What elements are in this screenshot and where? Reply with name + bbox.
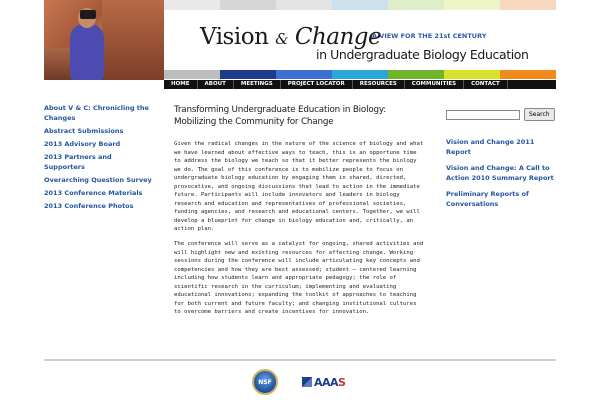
report-link[interactable]: Vision and Change 2011 Report <box>446 138 535 156</box>
nsf-logo[interactable]: NSF <box>252 369 278 395</box>
title-subtitle: in Undergraduate Biology Education <box>316 47 529 62</box>
nav-item-meetings[interactable]: MEETINGS <box>234 80 281 89</box>
top-strip-segment-6 <box>444 0 500 10</box>
bottom-strip-segment-5 <box>388 70 444 79</box>
nav-item-communities[interactable]: COMMUNITIES <box>405 80 464 89</box>
tagline: A VIEW FOR THE 21st CENTURY <box>372 32 487 40</box>
report-links <box>446 137 556 209</box>
nav-item-home[interactable]: HOME <box>164 80 198 89</box>
bottom-strip-segment-2 <box>220 70 276 79</box>
bottom-strip-segment-1 <box>164 70 220 79</box>
nav-item-contact[interactable]: CONTACT <box>464 80 508 89</box>
right-sidebar <box>446 108 556 215</box>
site-title[interactable] <box>164 10 556 68</box>
top-color-strip <box>164 0 556 10</box>
search-form <box>446 108 556 121</box>
main-content <box>174 104 426 323</box>
top-strip-segment-5 <box>388 0 444 10</box>
top-strip-segment-1 <box>164 0 220 10</box>
bottom-strip-segment-6 <box>444 70 500 79</box>
aaas-logo[interactable]: AAAS <box>302 376 345 389</box>
top-strip-segment-7 <box>500 0 556 10</box>
search-button[interactable]: Search <box>524 108 555 121</box>
left-sidebar <box>44 103 154 214</box>
header-photo <box>44 0 164 80</box>
nav-item-resources[interactable]: RESOURCES <box>353 80 405 89</box>
site-header <box>44 0 556 80</box>
page-wrapper <box>44 0 556 400</box>
top-strip-segment-2 <box>220 0 276 10</box>
top-strip-segment-3 <box>276 0 332 10</box>
report-link[interactable]: Preliminary Reports of Conversations <box>446 190 529 208</box>
top-strip-segment-4 <box>332 0 388 10</box>
footer-divider <box>44 359 556 361</box>
details-paragraph: The conference will serve as a catalyst for ongoing, shared activities and will highlight new and existing resources for effecting change. Working sessions during the conference will include articulating key concepts and competencies and how they are best assessed; student – centered learning including how students learn and appropriate pedagogy; the role of scientific research in the curriculum; implementing and evaluating educational innovations; expanding the toolkit of approaches to teaching for both current and future faculty; and changing institutional cultures to overcome barriers and create incentives for innovation. <box>174 241 424 316</box>
bottom-strip-segment-4 <box>332 70 388 79</box>
left-nav-link[interactable]: 2013 Conference Photos <box>44 202 134 210</box>
left-nav-link[interactable]: 2013 Partners and Supporters <box>44 153 112 171</box>
intro-paragraph: Given the radical changes in the nature of the science of biology and what we have learned about effective ways to teach, this is an opportune time to address the biology we teach so that it better represents the biology we do. The goal of this conference is to mobilize people to focus on undergraduate biology education by engaging them in shared, directed, provocative, and ongoing discussions that lead to action in the immediate future. Participants will include innovators and leaders in biology research and education and representatives of professional societies, funding agencies, and research and educational centers. Together, we will develop a blueprint for change in biology education and, critically, an action plan. <box>174 141 424 233</box>
bottom-strip-segment-7 <box>500 70 556 79</box>
aaas-mark-icon <box>302 377 312 387</box>
nav-item-about[interactable]: ABOUT <box>198 80 234 89</box>
camera-icon <box>80 10 96 19</box>
bottom-strip-segment-3 <box>276 70 332 79</box>
page-title: Transforming Undergraduate Education in Biology: Mobilizing the Community for Change <box>174 105 387 127</box>
left-nav-link[interactable]: About V & C: Chronicling the Changes <box>44 104 149 122</box>
left-nav-link[interactable]: 2013 Conference Materials <box>44 189 143 197</box>
report-link[interactable]: Vision and Change: A Call to Action 2010 Summary Report <box>446 164 554 182</box>
bottom-color-strip <box>164 70 556 79</box>
main-nav <box>164 80 556 89</box>
left-nav-link[interactable]: 2013 Advisory Board <box>44 140 121 148</box>
title-main: Vision & Change <box>200 24 382 50</box>
left-nav-link[interactable]: Overarching Question Survey <box>44 176 152 184</box>
left-nav-link[interactable]: Abstract Submissions <box>44 127 124 135</box>
search-input[interactable] <box>446 110 520 120</box>
nav-item-project-locator[interactable]: PROJECT LOCATOR <box>281 80 353 89</box>
